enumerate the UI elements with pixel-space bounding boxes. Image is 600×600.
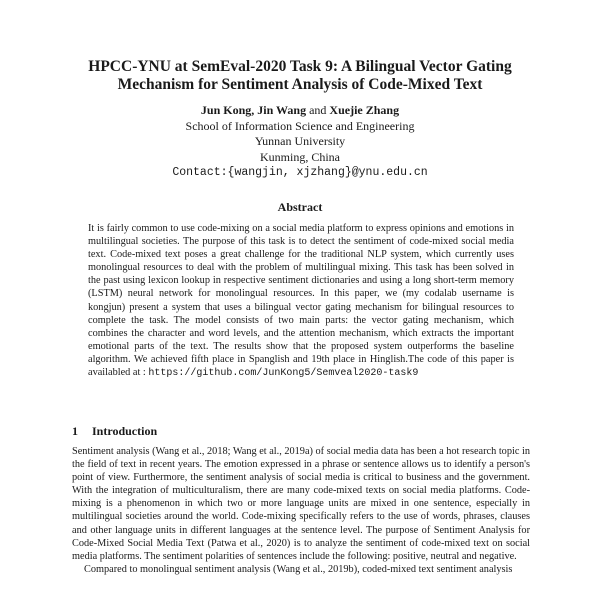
affiliation-city: Kunming, China <box>260 149 340 164</box>
paragraph: Sentiment analysis (Wang et al., 2018; Wang et al., 2019a) of social media data has been a hot research topic in the field of text in recent years. The emotion expressed in a phrase or sentence allows us to identify a person's point of view. Furthermore, the sentiment analysis of social media is critical to business and the government. With the integration of multiculturalism, there are many code-mixed texts on social media platforms. Code-mixing is a phenomenon in which two or more language units are mixed in one sentence, especially in multilingual societies around the world. Code-mixing specifically refers to the use of words, phrases, clauses and other language units in different languages at the sentence level. The purpose of Sentiment Analysis for Code-Mixed Social Media Text (Patwa et al., 2020) is to analyze the sentiment of code-mixed text on social media platforms. The sentiment polarities of sentences include the following: positive, neutral and negative. <box>72 446 530 562</box>
abstract-text: It is fairly common to use code-mixing on a social media platform to express opinions and emotions in multilingual societies. The purpose of this task is to detect the sentiment of code-mixed social media text. Code-mixed text poses a great challenge for the traditional NLP system, which currently uses monolingual resources to deal with the problem of multilingual mixing. This task has been solved in the past using lexicon lookup in respective sentiment dictionaries and using a long short-term memory (LSTM) neural network for monolingual resources. In this paper, we (my codalab username is kongjun) present a system that uses a bilingual vector gating mechanism for bilingual resources to complete the task. The model consists of two main parts: the vector gating mechanism, which combines the character and word levels, and the attention mechanism, which extracts the important emotional parts of the text. The results show that the proposed system outperforms the baseline algorithm. We achieved fifth place in Spanglish and 19th place in Hinglish.The code of this paper is availabled at : <box>88 223 514 379</box>
section-title: Introduction <box>92 424 158 438</box>
section-number: 1 <box>72 424 78 438</box>
title-line-1: HPCC-YNU at SemEval-2020 Task 9: A Bilingual Vector Gating <box>88 58 512 75</box>
paper-title <box>60 58 540 94</box>
abstract-body <box>88 222 514 380</box>
paragraph: Compared to monolingual sentiment analysis (Wang et al., 2019b), coded-mixed text sentiment analysis <box>84 563 513 575</box>
last-author: Xuejie Zhang <box>329 103 400 117</box>
code-link[interactable]: https://github.com/JunKong5/Semveal2020-task9 <box>148 368 419 380</box>
title-line-2: Mechanism for Sentiment Analysis of Code-Mixed Text <box>117 76 483 93</box>
author-and: and <box>309 103 327 117</box>
abstract-heading: Abstract <box>277 200 323 214</box>
affiliation-university: Yunnan University <box>254 134 346 148</box>
contact-email: Contact:{wangjin, xjzhang}@ynu.edu.cn <box>172 166 428 179</box>
affiliation-school: School of Information Science and Engineering <box>185 118 415 133</box>
author-names <box>100 103 500 119</box>
section-heading-introduction <box>72 424 522 439</box>
introduction-body <box>72 445 530 576</box>
authors: Jun Kong, Jin Wang <box>200 103 307 117</box>
author-block <box>100 103 500 181</box>
